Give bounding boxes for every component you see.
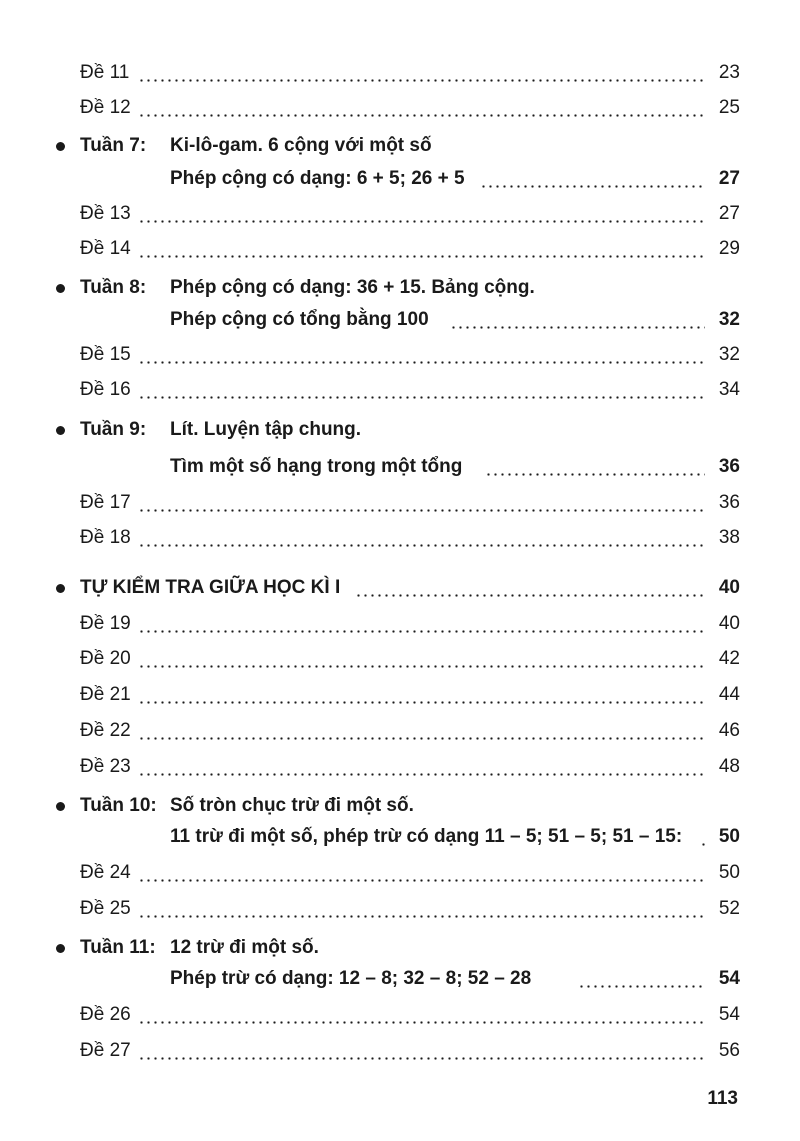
dot-leader <box>138 544 705 547</box>
toc-entry-page: 32 <box>718 309 740 330</box>
toc-entry-page: 44 <box>718 684 740 705</box>
toc-entry-page: 46 <box>718 720 740 741</box>
toc-entry-de-23 <box>0 752 800 782</box>
toc-entry-label: Đề 27 <box>80 1036 133 1066</box>
toc-entry-page: 36 <box>718 492 740 513</box>
toc-entry-label: Đề 13 <box>80 199 133 229</box>
week-title-line-1: Phép cộng có dạng: 36 + 15. Bảng cộng. <box>170 273 537 303</box>
toc-entry-page: 50 <box>718 862 740 883</box>
week-label: Tuần 10: <box>80 795 157 816</box>
week-title-line-1: Lít. Luyện tập chung. <box>170 415 363 445</box>
week-label: Tuần 7: <box>80 135 147 156</box>
toc-entry-de-21 <box>0 680 800 710</box>
toc-entry-label: Đề 18 <box>80 523 133 553</box>
bullet-icon <box>56 284 65 293</box>
week-title-line-2: Phép trừ có dạng: 12 – 8; 32 – 8; 52 – 28 <box>170 964 533 994</box>
toc-entry-de-17 <box>0 488 800 518</box>
toc-entry-page: 38 <box>718 527 740 548</box>
toc-entry-de-25 <box>0 894 800 924</box>
week-title-line-1: 12 trừ đi một số. <box>170 933 321 963</box>
toc-entry-page: 56 <box>718 1040 740 1061</box>
dot-leader <box>138 509 705 512</box>
toc-entry-label: Đề 24 <box>80 858 133 888</box>
week-title-line-1: Số tròn chục trừ đi một số. <box>170 791 416 821</box>
toc-entry-page: 25 <box>718 97 740 118</box>
toc-entry-de-22 <box>0 716 800 746</box>
toc-week-11-subtitle <box>0 964 800 994</box>
dot-leader <box>138 879 705 882</box>
toc-entry-page: 29 <box>718 238 740 259</box>
toc-entry-page: 32 <box>718 344 740 365</box>
toc-entry-label: Đề 22 <box>80 716 133 746</box>
toc-entry-label: Đề 15 <box>80 340 133 370</box>
toc-week-9-heading <box>0 415 800 445</box>
dot-leader <box>138 220 705 223</box>
week-title-line-2: 11 trừ đi một số, phép trừ có dạng 11 – 5; 51 – 5; 51 – 15: <box>170 822 684 852</box>
week-label: Tuần 9: <box>80 419 147 440</box>
toc-entry-de-19 <box>0 609 800 639</box>
dot-leader <box>485 473 705 476</box>
toc-entry-page: 27 <box>718 203 740 224</box>
week-label: Tuần 8: <box>80 277 147 298</box>
toc-week-8-subtitle <box>0 305 800 335</box>
toc-entry-de-13 <box>0 199 800 229</box>
toc-entry-page: 40 <box>718 613 740 634</box>
dot-leader <box>700 843 705 846</box>
toc-week-10-heading <box>0 791 800 821</box>
midterm-title: TỰ KIỂM TRA GIỮA HỌC KÌ I <box>80 573 342 603</box>
bullet-icon <box>56 142 65 151</box>
toc-entry-de-18 <box>0 523 800 553</box>
toc-entry-de-24 <box>0 858 800 888</box>
dot-leader <box>450 326 705 329</box>
toc-entry-label: Đề 26 <box>80 1000 133 1030</box>
toc-entry-label: Đề 21 <box>80 680 133 710</box>
toc-entry-de-20 <box>0 644 800 674</box>
week-title-line-1: Ki-lô-gam. 6 cộng với một số <box>170 131 434 161</box>
toc-entry-de-15 <box>0 340 800 370</box>
dot-leader <box>138 255 705 258</box>
dot-leader <box>578 985 705 988</box>
dot-leader <box>138 396 705 399</box>
toc-week-9-subtitle <box>0 452 800 482</box>
dot-leader <box>138 114 705 117</box>
toc-entry-page: 42 <box>718 648 740 669</box>
toc-week-7-subtitle <box>0 164 800 194</box>
toc-entry-label: Đề 14 <box>80 234 133 264</box>
week-label: Tuần 11: <box>80 937 156 958</box>
toc-entry-label: Đề 17 <box>80 488 133 518</box>
toc-entry-page: 54 <box>718 968 740 989</box>
toc-entry-label: Đề 16 <box>80 375 133 405</box>
dot-leader <box>138 701 705 704</box>
toc-entry-label: Đề 12 <box>80 93 133 123</box>
toc-entry-label: Đề 23 <box>80 752 133 782</box>
footer-page-number: 113 <box>707 1088 738 1109</box>
dot-leader <box>138 79 705 82</box>
toc-entry-de-14 <box>0 234 800 264</box>
dot-leader <box>138 630 705 633</box>
bullet-icon <box>56 802 65 811</box>
toc-midterm-heading <box>0 573 800 603</box>
toc-entry-de-11 <box>0 58 800 88</box>
toc-entry-de-12 <box>0 93 800 123</box>
dot-leader <box>138 361 705 364</box>
toc-entry-page: 40 <box>718 577 740 598</box>
toc-entry-page: 36 <box>718 456 740 477</box>
dot-leader <box>138 665 705 668</box>
toc-entry-page: 48 <box>718 756 740 777</box>
toc-entry-de-27 <box>0 1036 800 1066</box>
dot-leader <box>138 737 705 740</box>
toc-entry-page: 50 <box>718 826 740 847</box>
toc-week-10-subtitle <box>0 822 800 852</box>
bullet-icon <box>56 584 65 593</box>
week-title-line-2: Phép cộng có tổng bằng 100 <box>170 305 431 335</box>
toc-entry-label: Đề 11 <box>80 58 131 88</box>
toc-entry-label: Đề 25 <box>80 894 133 924</box>
bullet-icon <box>56 944 65 953</box>
bullet-icon <box>56 426 65 435</box>
week-title-line-2: Phép cộng có dạng: 6 + 5; 26 + 5 <box>170 164 467 194</box>
dot-leader <box>480 185 705 188</box>
toc-entry-page: 27 <box>718 168 740 189</box>
toc-entry-page: 52 <box>718 898 740 919</box>
dot-leader <box>138 915 705 918</box>
toc-week-8-heading <box>0 273 800 303</box>
toc-week-7-heading <box>0 131 800 161</box>
toc-week-11-heading <box>0 933 800 963</box>
dot-leader <box>138 1021 705 1024</box>
dot-leader <box>138 1057 705 1060</box>
toc-entry-page: 54 <box>718 1004 740 1025</box>
toc-entry-page: 23 <box>718 62 740 83</box>
dot-leader <box>355 594 705 597</box>
toc-entry-de-16 <box>0 375 800 405</box>
week-title-line-2: Tìm một số hạng trong một tổng <box>170 452 464 482</box>
toc-entry-de-26 <box>0 1000 800 1030</box>
toc-entry-label: Đề 20 <box>80 644 133 674</box>
toc-entry-page: 34 <box>718 379 740 400</box>
dot-leader <box>138 773 705 776</box>
toc-entry-label: Đề 19 <box>80 609 133 639</box>
